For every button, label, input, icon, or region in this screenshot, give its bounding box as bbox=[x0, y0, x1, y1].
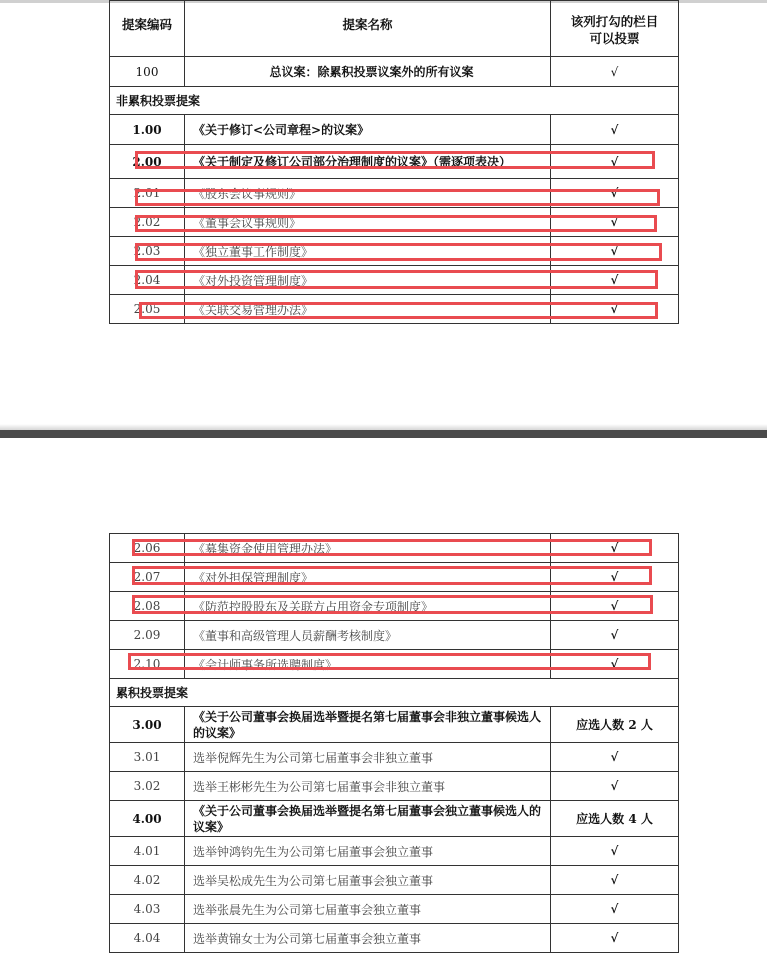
proposal-name: 《关于制定及修订公司部分治理制度的议案》（需逐项表决） bbox=[185, 145, 551, 179]
proposal-table-page2 bbox=[109, 533, 679, 953]
table-row bbox=[110, 837, 679, 866]
vote-quota: 应选人数 4 人 bbox=[551, 801, 679, 837]
proposal-code: 2.09 bbox=[110, 621, 185, 650]
vote-check: √ bbox=[551, 895, 679, 924]
proposal-code: 2.10 bbox=[110, 650, 185, 679]
table-row bbox=[110, 801, 679, 837]
proposal-code: 2.06 bbox=[110, 534, 185, 563]
proposal-code: 4.04 bbox=[110, 924, 185, 953]
table-row bbox=[110, 115, 679, 145]
proposal-code: 2.05 bbox=[110, 295, 185, 324]
table-row bbox=[110, 266, 679, 295]
table-row bbox=[110, 621, 679, 650]
proposal-code: 2.08 bbox=[110, 592, 185, 621]
proposal-code: 4.03 bbox=[110, 895, 185, 924]
proposal-name: 《对外担保管理制度》 bbox=[185, 563, 551, 592]
proposal-name: 选举钟鸿钧先生为公司第七届董事会独立董事 bbox=[185, 837, 551, 866]
proposal-code: 3.02 bbox=[110, 772, 185, 801]
table-row bbox=[110, 743, 679, 772]
vote-check: √ bbox=[551, 266, 679, 295]
vote-check: √ bbox=[551, 237, 679, 266]
vote-check: √ bbox=[551, 57, 679, 87]
proposal-name: 选举倪辉先生为公司第七届董事会非独立董事 bbox=[185, 743, 551, 772]
proposal-code: 100 bbox=[110, 57, 185, 87]
proposal-code: 2.02 bbox=[110, 208, 185, 237]
vote-check: √ bbox=[551, 295, 679, 324]
table-row bbox=[110, 650, 679, 679]
table-row bbox=[110, 179, 679, 208]
proposal-name: 《关于公司董事会换届选举暨提名第七届董事会独立董事候选人的议案》 bbox=[185, 801, 551, 837]
vote-check: √ bbox=[551, 563, 679, 592]
table-row bbox=[110, 57, 679, 87]
proposal-code: 1.00 bbox=[110, 115, 185, 145]
proposal-name: 选举张晨先生为公司第七届董事会独立董事 bbox=[185, 895, 551, 924]
proposal-code: 2.03 bbox=[110, 237, 185, 266]
table-row bbox=[110, 563, 679, 592]
vote-check: √ bbox=[551, 650, 679, 679]
proposal-name: 《独立董事工作制度》 bbox=[185, 237, 551, 266]
proposal-name: 选举吴松成先生为公司第七届董事会独立董事 bbox=[185, 866, 551, 895]
header-name: 提案名称 bbox=[185, 1, 551, 57]
section-row bbox=[110, 87, 679, 115]
vote-check: √ bbox=[551, 592, 679, 621]
header-vote bbox=[551, 1, 679, 57]
table-row bbox=[110, 534, 679, 563]
vote-check: √ bbox=[551, 208, 679, 237]
vote-check: √ bbox=[551, 115, 679, 145]
proposal-name: 《关联交易管理办法》 bbox=[185, 295, 551, 324]
table-row bbox=[110, 145, 679, 179]
vote-check: √ bbox=[551, 837, 679, 866]
proposal-code: 4.01 bbox=[110, 837, 185, 866]
proposal-code: 3.01 bbox=[110, 743, 185, 772]
vote-check: √ bbox=[551, 772, 679, 801]
proposal-name: 《会计师事务所选聘制度》 bbox=[185, 650, 551, 679]
proposal-name: 《关于公司董事会换届选举暨提名第七届董事会非独立董事候选人的议案》 bbox=[185, 707, 551, 743]
vote-check: √ bbox=[551, 743, 679, 772]
proposal-table-page1 bbox=[109, 0, 679, 324]
proposal-code: 2.07 bbox=[110, 563, 185, 592]
vote-quota: 应选人数 2 人 bbox=[551, 707, 679, 743]
table-row bbox=[110, 208, 679, 237]
proposal-name: 《防范控股股东及关联方占用资金专项制度》 bbox=[185, 592, 551, 621]
vote-check: √ bbox=[551, 621, 679, 650]
table-row bbox=[110, 295, 679, 324]
vote-check: √ bbox=[551, 534, 679, 563]
table-row bbox=[110, 924, 679, 953]
proposal-code: 2.00 bbox=[110, 145, 185, 179]
table-row bbox=[110, 866, 679, 895]
table-row bbox=[110, 895, 679, 924]
proposal-code: 4.00 bbox=[110, 801, 185, 837]
proposal-code: 3.00 bbox=[110, 707, 185, 743]
table-row bbox=[110, 592, 679, 621]
header-row bbox=[110, 1, 679, 57]
table-row bbox=[110, 772, 679, 801]
proposal-name: 选举王彬彬先生为公司第七届董事会非独立董事 bbox=[185, 772, 551, 801]
proposal-name: 《对外投资管理制度》 bbox=[185, 266, 551, 295]
section-row bbox=[110, 679, 679, 707]
vote-check: √ bbox=[551, 179, 679, 208]
table-row bbox=[110, 707, 679, 743]
header-vote-line1: 该列打勾的栏目 bbox=[570, 13, 659, 29]
table-row bbox=[110, 237, 679, 266]
proposal-name: 《董事会议事规则》 bbox=[185, 208, 551, 237]
proposal-name: 《股东会议事规则》 bbox=[185, 179, 551, 208]
header-vote-line2: 可以投票 bbox=[589, 30, 640, 46]
header-code: 提案编码 bbox=[110, 1, 185, 57]
proposal-name: 《董事和高级管理人员薪酬考核制度》 bbox=[185, 621, 551, 650]
section-noncumulative: 非累积投票提案 bbox=[110, 87, 679, 115]
proposal-name: 《募集资金使用管理办法》 bbox=[185, 534, 551, 563]
proposal-code: 4.02 bbox=[110, 866, 185, 895]
proposal-code: 2.04 bbox=[110, 266, 185, 295]
proposal-name: 《关于修订<公司章程>的议案》 bbox=[185, 115, 551, 145]
proposal-name: 总议案：除累积投票议案外的所有议案 bbox=[185, 57, 551, 87]
vote-check: √ bbox=[551, 924, 679, 953]
vote-check: √ bbox=[551, 145, 679, 179]
proposal-name: 选举黄锦女士为公司第七届董事会独立董事 bbox=[185, 924, 551, 953]
proposal-code: 2.01 bbox=[110, 179, 185, 208]
vote-check: √ bbox=[551, 866, 679, 895]
section-cumulative: 累积投票提案 bbox=[110, 679, 679, 707]
page-separator bbox=[0, 430, 767, 438]
